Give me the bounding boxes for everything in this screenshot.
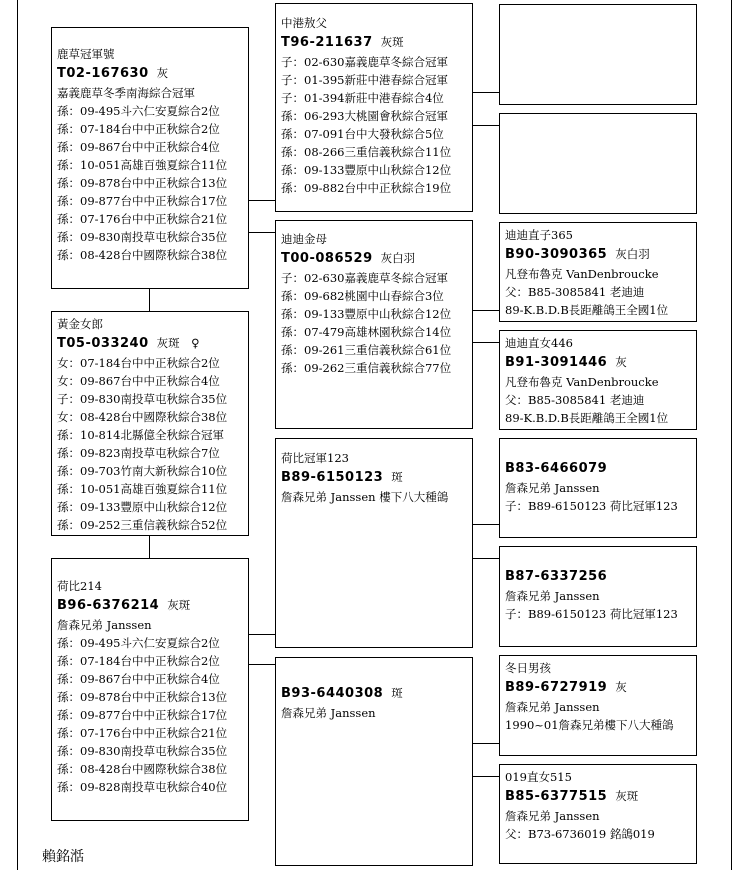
plumage-color: 灰斑 — [167, 598, 191, 612]
achievement-line: 孫：09-882台中中正秋綜合19位 — [281, 181, 452, 195]
pedigree-box-ggp-7 — [499, 655, 697, 756]
achievement-line: 孫：09-682桃園中山春綜合3位 — [281, 289, 444, 303]
achievement-line: 1990~01詹森兄弟樓下八大種鴿 — [505, 718, 674, 732]
achievement-line: 孫：09-877台中中正秋綜合17位 — [57, 708, 228, 722]
pedigree-box-grandsire-1 — [275, 3, 473, 212]
achievement-line: 嘉義鹿草冬季南海綜合冠軍 — [57, 86, 195, 100]
achievement-line: 89-K.B.D.B長距離鴿王全國1位 — [505, 303, 669, 317]
achievement-line: 孫：09-878台中中正秋綜合13位 — [57, 176, 228, 190]
pedigree-box-empty-1 — [499, 4, 697, 105]
achievement-line: 孫：09-703竹南大新秋綜合10位 — [57, 464, 228, 478]
achievement-line: 孫：07-479高雄林園秋綜合14位 — [281, 325, 452, 339]
owner-name: 賴銘湉 — [42, 849, 84, 865]
achievement-line: 孫：07-091台中大發秋綜合5位 — [281, 127, 444, 141]
achievement-line: 孫：09-262三重信義秋綜合77位 — [281, 361, 452, 375]
ring-number: T96-211637 灰斑 — [281, 35, 404, 50]
achievement-line: 子：02-630嘉義鹿草冬綜合冠軍 — [281, 55, 448, 69]
achievement-line: 89-K.B.D.B長距離鴿王全國1位 — [505, 411, 669, 425]
bird-name: 荷比214 — [57, 579, 102, 593]
achievement-line: 孫：07-184台中中正秋綜合2位 — [57, 654, 220, 668]
plumage-color: 斑 — [391, 686, 403, 700]
ring-number: T00-086529 灰白羽 — [281, 251, 416, 266]
bird-name: 迪迪直女446 — [505, 336, 573, 350]
plumage-color: 灰斑 — [380, 35, 404, 49]
pedigree-box-sire-of-dam — [51, 558, 249, 821]
connector-line — [473, 776, 499, 777]
achievement-line: 孫：09-252三重信義秋綜合52位 — [57, 518, 228, 532]
ring-number: B83-6466079 — [505, 461, 608, 476]
breeder-line: 凡登布魯克 VanDenbroucke — [505, 267, 659, 281]
connector-line — [249, 634, 275, 635]
achievement-line: 孫：09-495斗六仁安夏綜合2位 — [57, 636, 220, 650]
plumage-color: 斑 — [391, 470, 403, 484]
achievement-line: 孫：06-293大桃園會秋綜合冠軍 — [281, 109, 448, 123]
breeder-line: 詹森兄弟 Janssen — [505, 481, 600, 495]
achievement-line: 孫：09-495斗六仁安夏綜合2位 — [57, 104, 220, 118]
plumage-color: 灰斑 ♀ — [156, 336, 200, 350]
plumage-color: 灰白羽 — [615, 247, 650, 261]
achievement-line: 孫：09-867台中中正秋綜合4位 — [57, 140, 220, 154]
achievement-line: 子：09-830南投草屯秋綜合35位 — [57, 392, 228, 406]
achievement-line: 孫：08-428台中國際秋綜合38位 — [57, 762, 228, 776]
achievement-line: 孫：09-828南投草屯秋綜合40位 — [57, 780, 228, 794]
pedigree-box-grandsire-2 — [275, 438, 473, 648]
achievement-line: 子：B89-6150123 荷比冠軍123 — [505, 607, 678, 621]
achievement-line: 孫：10-051高雄百強夏綜合11位 — [57, 482, 228, 496]
pedigree-box-empty-2 — [499, 113, 697, 214]
ring-number: B96-6376214 灰斑 — [57, 598, 191, 613]
connector-line — [473, 310, 499, 311]
achievement-line: 子：01-394新莊中港春綜合4位 — [281, 91, 444, 105]
achievement-list — [57, 354, 243, 534]
achievement-line: 孫：09-133豐原中山秋綜合12位 — [57, 500, 228, 514]
breeder-line: 詹森兄弟 Janssen — [505, 589, 600, 603]
achievement-line: 父：B85-3085841 老迪迪 — [505, 285, 645, 299]
pedigree-box-ggp-6 — [499, 546, 697, 647]
connector-line — [473, 342, 499, 343]
achievement-line: 孫：07-176台中中正秋綜合21位 — [57, 212, 228, 226]
achievement-line: 孫：07-184台中中正秋綜合2位 — [57, 122, 220, 136]
pedigree-box-ggp-4 — [499, 330, 697, 430]
achievement-line: 子：B89-6150123 荷比冠軍123 — [505, 499, 678, 513]
breeder-line: 詹森兄弟 Janssen — [505, 700, 600, 714]
connector-line — [473, 558, 499, 559]
connector-line — [149, 289, 150, 311]
pedigree-box-ggp-8 — [499, 764, 697, 864]
achievement-line: 孫：09-261三重信義秋綜合61位 — [281, 343, 452, 357]
achievement-line: 子：01-395新莊中港春綜合冠軍 — [281, 73, 448, 87]
achievement-line: 孫：09-823南投草屯秋綜合7位 — [57, 446, 220, 460]
achievement-line: 孫：10-051高雄百強夏綜合11位 — [57, 158, 228, 172]
achievement-line: 孫：09-867台中中正秋綜合4位 — [57, 672, 220, 686]
ring-number: B87-6337256 — [505, 569, 608, 584]
achievement-line: 孫：09-133豐原中山秋綜合12位 — [281, 307, 452, 321]
bird-name: 鹿草冠軍號 — [57, 47, 115, 61]
connector-line — [473, 92, 499, 93]
breeder-line: 詹森兄弟 Janssen 樓下八大種鴿 — [281, 490, 449, 504]
bird-name: 中港敖父 — [281, 16, 327, 30]
achievement-line: 孫：08-266三重信義秋綜合11位 — [281, 145, 452, 159]
achievement-line: 女：08-428台中國際秋綜合38位 — [57, 410, 228, 424]
bird-name: 冬日男孩 — [505, 661, 551, 675]
achievement-line: 孫：09-878台中中正秋綜合13位 — [57, 690, 228, 704]
pedigree-box-dam — [51, 311, 249, 536]
achievement-line: 孫：07-176台中中正秋綜合21位 — [57, 726, 228, 740]
achievement-line: 女：07-184台中中正秋綜合2位 — [57, 356, 220, 370]
pedigree-box-granddam-2 — [275, 657, 473, 866]
bird-name: 迪迪金母 — [281, 232, 327, 246]
achievement-line: 孫：09-830南投草屯秋綜合35位 — [57, 230, 228, 244]
ring-number: B89-6150123 斑 — [281, 470, 403, 485]
ring-number: B85-6377515 灰斑 — [505, 789, 639, 804]
connector-line — [249, 232, 275, 233]
pedigree-box-granddam-1 — [275, 220, 473, 429]
bird-name: 荷比冠軍123 — [281, 451, 349, 465]
plumage-color: 灰 — [156, 66, 169, 80]
plumage-color: 灰 — [615, 355, 627, 369]
pedigree-box-ggp-5 — [499, 438, 697, 538]
achievement-line: 父：B73-6736019 銘鴿019 — [505, 827, 655, 841]
ring-number: B93-6440308 斑 — [281, 686, 403, 701]
ring-number: B90-3090365 灰白羽 — [505, 247, 650, 262]
achievement-line: 父：B85-3085841 老迪迪 — [505, 393, 645, 407]
plumage-color: 灰斑 — [615, 789, 639, 803]
connector-line — [473, 125, 499, 126]
pedigree-box-ggp-3 — [499, 222, 697, 322]
bird-name: 019直女515 — [505, 770, 572, 784]
achievement-line: 孫：10-814北縣億全秋綜合冠軍 — [57, 428, 224, 442]
achievement-line: 孫：09-877台中中正秋綜合17位 — [57, 194, 228, 208]
achievement-line: 詹森兄弟 Janssen — [57, 618, 152, 632]
achievement-line: 子：02-630嘉義鹿草冬綜合冠軍 — [281, 271, 448, 285]
achievement-list — [57, 616, 243, 796]
achievement-line: 孫：09-830南投草屯秋綜合35位 — [57, 744, 228, 758]
ring-number: B91-3091446 灰 — [505, 355, 627, 370]
plumage-color: 灰白羽 — [380, 251, 416, 265]
connector-line — [249, 200, 275, 201]
bird-name: 黃金女郎 — [57, 317, 103, 331]
connector-line — [149, 536, 150, 558]
bird-name: 迪迪直子365 — [505, 228, 573, 242]
connector-line — [249, 664, 275, 665]
ring-number: B89-6727919 灰 — [505, 680, 627, 695]
achievement-line: 孫：09-133豐原中山秋綜合12位 — [281, 163, 452, 177]
breeder-line: 詹森兄弟 Janssen — [281, 706, 376, 720]
connector-line — [473, 524, 499, 525]
ring-number: T05-033240 灰斑 ♀ — [57, 336, 200, 351]
achievement-line: 孫：08-428台中國際秋綜合38位 — [57, 248, 228, 262]
achievement-list — [57, 84, 243, 264]
achievement-line: 女：09-867台中中正秋綜合4位 — [57, 374, 220, 388]
pedigree-box-subject — [51, 27, 249, 289]
connector-line — [473, 743, 499, 744]
plumage-color: 灰 — [615, 680, 627, 694]
ring-number: T02-167630 灰 — [57, 66, 169, 81]
breeder-line: 凡登布魯克 VanDenbroucke — [505, 375, 659, 389]
breeder-line: 詹森兄弟 Janssen — [505, 809, 600, 823]
